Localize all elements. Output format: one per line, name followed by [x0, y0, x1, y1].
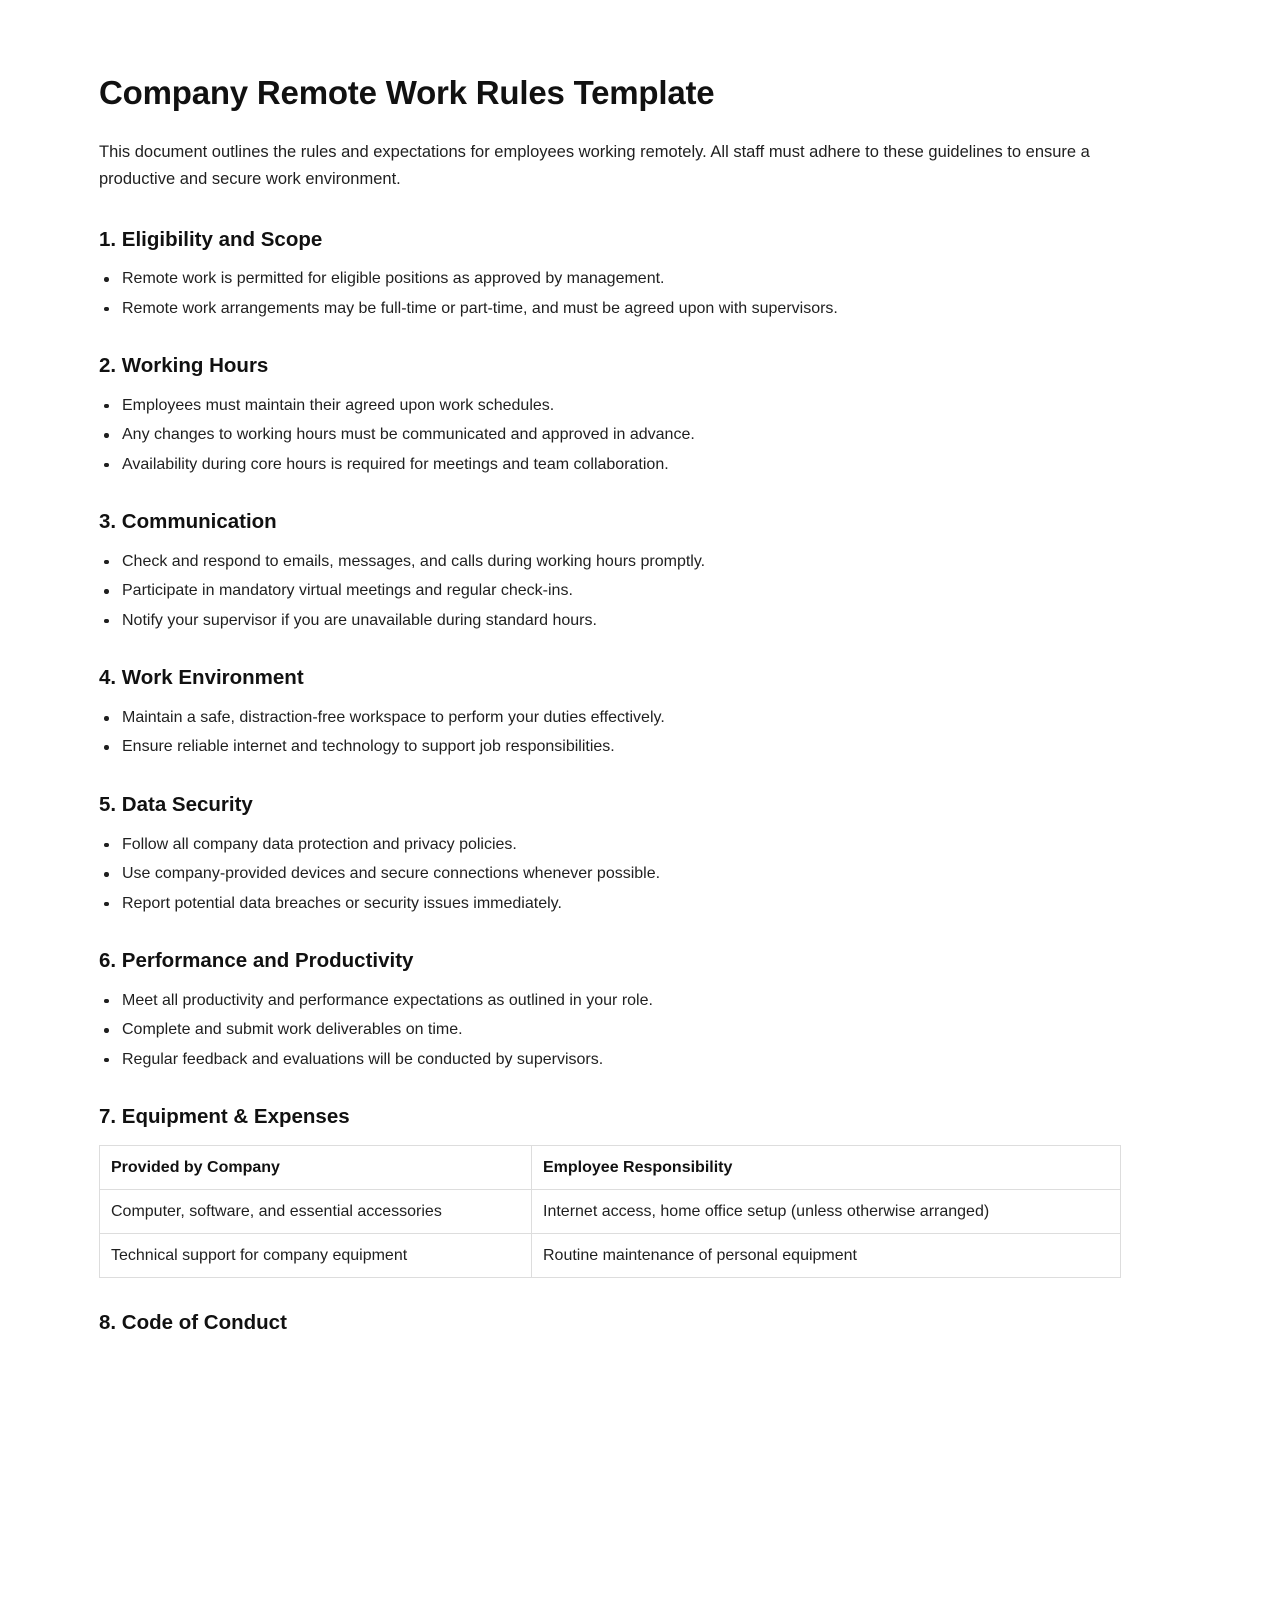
- table-cell: Routine maintenance of personal equipment: [532, 1234, 1121, 1278]
- list-item: Use company-provided devices and secure connections whenever possible.: [99, 862, 1120, 891]
- table-row: [100, 1189, 1121, 1233]
- list-item: Remote work arrangements may be full-time or part-time, and must be agreed upon with supervisors.: [99, 297, 1120, 321]
- list-item: Meet all productivity and performance expectations as outlined in your role.: [99, 989, 1120, 1018]
- list-item: Availability during core hours is required for meetings and team collaboration.: [99, 453, 1120, 477]
- section-heading: 1. Eligibility and Scope: [99, 227, 323, 251]
- table-row: [100, 1234, 1121, 1278]
- table-header-row: [100, 1145, 1121, 1189]
- section-heading: 7. Equipment & Expenses: [99, 1105, 350, 1129]
- list-item: Employees must maintain their agreed upon work schedules.: [99, 394, 1120, 423]
- section-heading: 4. Work Environment: [99, 666, 304, 690]
- section-bullet-list: [99, 989, 1120, 1072]
- section-equipment-and-expenses: [99, 1104, 1120, 1278]
- section-work-environment: [99, 665, 1120, 760]
- section-eligibility-and-scope: [99, 227, 1120, 322]
- list-item: Follow all company data protection and privacy policies.: [99, 833, 1120, 862]
- section-code-of-conduct: [99, 1310, 1120, 1337]
- list-item: Complete and submit work deliverables on time.: [99, 1018, 1120, 1047]
- list-item: Check and respond to emails, messages, and calls during working hours promptly.: [99, 550, 1120, 579]
- table-cell: Technical support for company equipment: [100, 1234, 532, 1278]
- section-performance-and-productivity: [99, 948, 1120, 1072]
- table-cell: Internet access, home office setup (unless otherwise arranged): [532, 1189, 1121, 1233]
- section-bullet-list: [99, 833, 1120, 916]
- section-heading: 6. Performance and Productivity: [99, 948, 414, 972]
- list-item: Report potential data breaches or security issues immediately.: [99, 892, 1120, 916]
- table-column-header-provided-by-company: Provided by Company: [100, 1145, 532, 1189]
- section-heading: 2. Working Hours: [99, 354, 269, 378]
- list-item: Remote work is permitted for eligible positions as approved by management.: [99, 267, 1120, 296]
- table-cell: Computer, software, and essential accessories: [100, 1189, 532, 1233]
- section-bullet-list: [99, 267, 1120, 321]
- equipment-expenses-table: [99, 1145, 1121, 1279]
- list-item: Regular feedback and evaluations will be conducted by supervisors.: [99, 1048, 1120, 1072]
- list-item: Ensure reliable internet and technology to support job responsibilities.: [99, 735, 1120, 759]
- section-data-security: [99, 792, 1120, 916]
- section-bullet-list: [99, 394, 1120, 477]
- section-heading: 8. Code of Conduct: [99, 1311, 287, 1335]
- section-heading: 3. Communication: [99, 510, 277, 534]
- table-column-header-employee-responsibility: Employee Responsibility: [532, 1145, 1121, 1189]
- section-heading: 5. Data Security: [99, 792, 253, 816]
- list-item: Notify your supervisor if you are unavailable during standard hours.: [99, 609, 1120, 633]
- document-intro-paragraph: This document outlines the rules and expectations for employees working remotely. All staff must adhere to these guidelines to ensure a productive and secure work environment.: [99, 143, 1090, 188]
- section-bullet-list: [99, 550, 1120, 633]
- list-item: Maintain a safe, distraction-free workspace to perform your duties effectively.: [99, 706, 1120, 735]
- section-bullet-list: [99, 706, 1120, 760]
- list-item: Any changes to working hours must be communicated and approved in advance.: [99, 423, 1120, 452]
- section-working-hours: [99, 353, 1120, 477]
- page-title: Company Remote Work Rules Template: [99, 74, 715, 111]
- list-item: Participate in mandatory virtual meetings and regular check-ins.: [99, 579, 1120, 608]
- section-communication: [99, 509, 1120, 633]
